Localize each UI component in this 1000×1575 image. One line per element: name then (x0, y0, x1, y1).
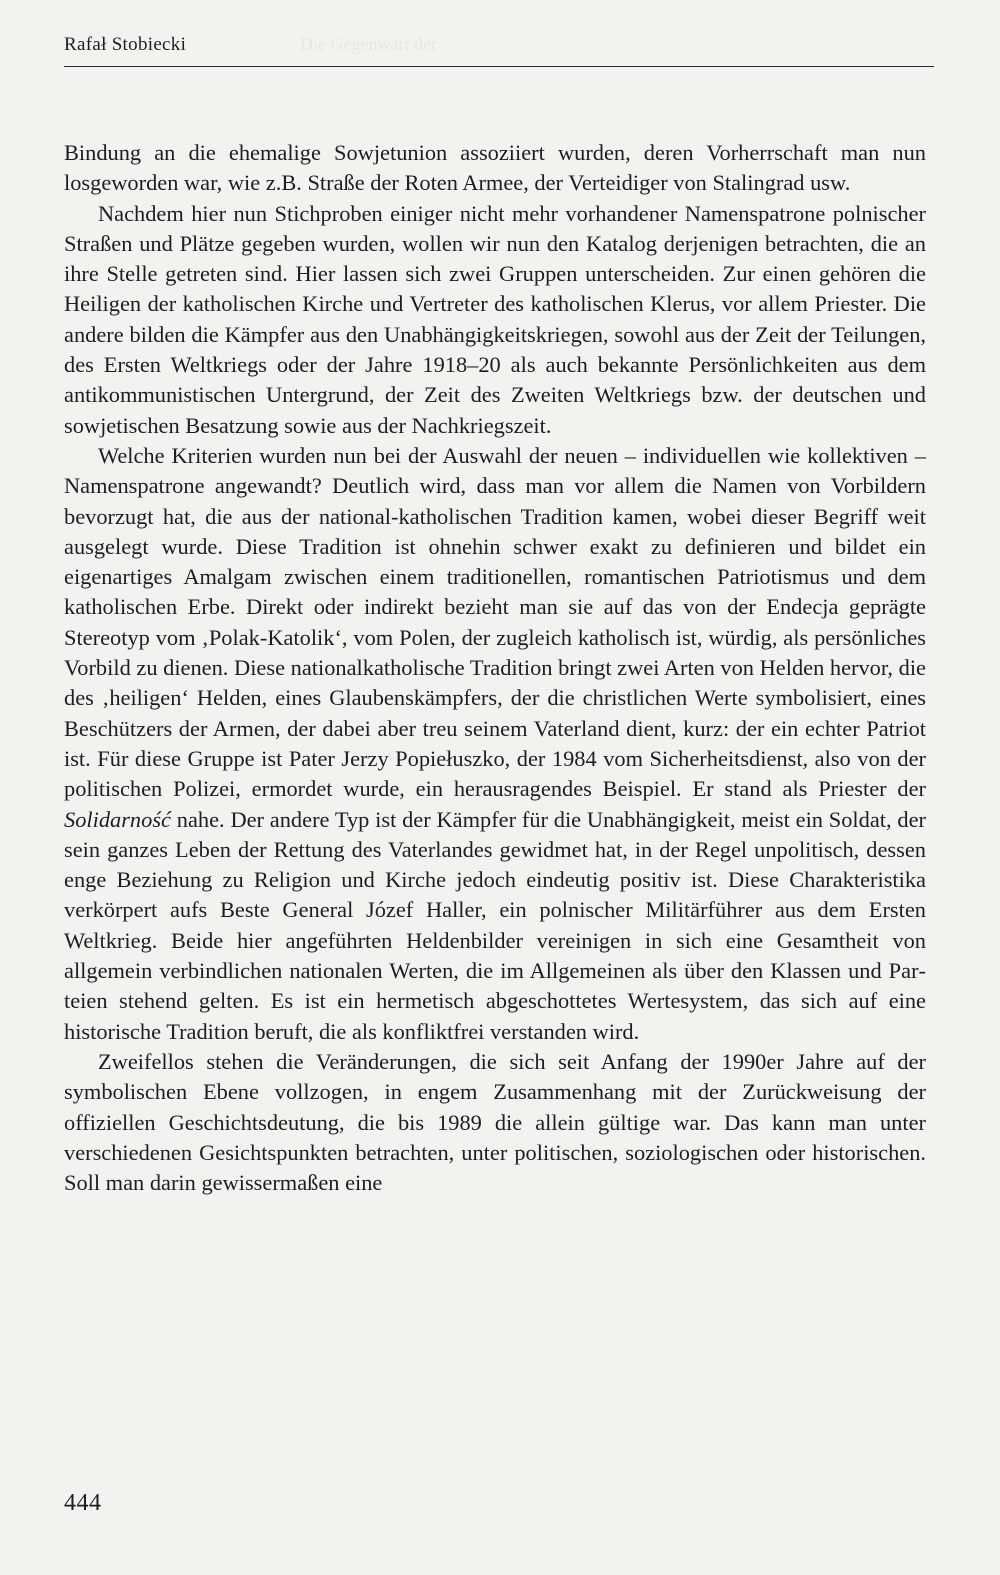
bleed-through-text: Die Gegenwart der (300, 34, 437, 54)
body-text (64, 138, 926, 1198)
page-number: 444 (64, 1490, 102, 1516)
paragraph-4: Zweifellos stehen die Veränderungen, die sich seit Anfang der 1990er Jahre auf der symbolischen Ebene vollzogen, in engem Zusammenhang mit der Zurückweisung der offiziellen Geschichtsdeutung, die bis 1989 die allein gültige war. Das kann man unter verschiedenen Gesichtspunkten betrachten, unter politischen, soziologischen oder historischen. Soll man darin gewissermaßen eine (64, 1048, 926, 1196)
header-author: Rafał Stobiecki (64, 34, 187, 55)
paragraph-3 (64, 441, 926, 1047)
paragraph-3-text-a: Welche Kriterien wurden nun bei der Auswahl der neuen – individuellen wie kollektiven – Namenspatrone angewandt? Deutlich wird, dass man vor allem die Namen von Vorbildern bevorzugt hat, die aus der national-katholischen Tradition kamen, wobei dieser Begriff weit ausgelegt wurde. Diese Tradition ist ohnehin schwer exakt zu definieren und bildet ein eigenartiges Amalgam zwischen einem traditionellen, romantischen Patriotismus und dem katholischen Erbe. Direkt oder indirekt bezieht man sie auf das von der Endecja geprägte Stereotyp vom ‚Polak-Katolik‘, vom Polen, der zugleich katholisch ist, würdig, als persönliches Vorbild zu dienen. Diese nationalkatholische Tradition bringt zwei Arten von Helden hervor, die des ‚heiligen‘ Helden, eines Glaubenskämpfers, der die christlichen Werte symbolisiert, eines Beschützers der Armen, der dabei aber treu seinem Vaterland dient, kurz: der ein echter Patriot ist. Für diese Gruppe ist Pater Jerzy Popiełuszko, der 1984 vom Sicherheitsdienst, also von der politischen Polizei, ermordet wurde, ein herausragendes Beispiel. Er stand als Priester der (64, 442, 926, 802)
paragraph-1: Bindung an die ehemalige Sowjetunion assoziiert wurden, deren Vorherrschaft man nun losgeworden war, wie z.B. Straße der Roten Armee, der Verteidiger von Stalingrad usw. (64, 140, 926, 196)
paragraph-2: Nachdem hier nun Stichproben einiger nicht mehr vorhandener Namenspatrone polnischer Straßen und Plätze gegeben wurden, wollen wir nun den Katalog derjenigen betrachten, die an ihre Stelle getreten sind. Hier lassen sich zwei Gruppen unterscheiden. Zur einen gehören die Heiligen der katholischen Kirche und Vertreter des katholischen Klerus, vor allem Priester. Die andere bilden die Kämpfer aus den Unabhängigkeitskriegen, sowohl aus der Zeit der Teilungen, des Ersten Weltkriegs oder der Jahre 1918–20 als auch bekannte Persönlichkeiten aus dem antikommunistischen Untergrund, der Zeit des Zweiten Weltkriegs bzw. der deutschen und sowjetischen Besatzung sowie aus der Nachkriegszeit. (64, 200, 926, 438)
running-header (64, 30, 934, 67)
paragraph-3-text-b: nahe. Der andere Typ ist der Kämpfer für die Unabhängigkeit, meist ein Soldat, der sein ganzes Leben der Rettung des Vaterlandes gewidmet hat, in der Regel unpolitisch, dessen enge Beziehung zu Religion und Kirche jedoch eindeutig positiv ist. Diese Charakteristika verkörpert aufs Beste General Józef Haller, ein polnischer Militärführer aus dem Ersten Weltkrieg. Beide hier angeführten Heldenbilder vereinigen in sich eine Gesamtheit von allgemein verbindlichen nationalen Werten, die im Allgemeinen als über den Klassen und Parteien stehend gelten. Es ist ein hermetisch abgeschottetes Wertesystem, das sich auf eine historische Tradition beruft, die als konfliktfrei verstanden wird. (64, 806, 926, 1044)
italic-term-solidarnosc: Solidarność (64, 806, 171, 832)
